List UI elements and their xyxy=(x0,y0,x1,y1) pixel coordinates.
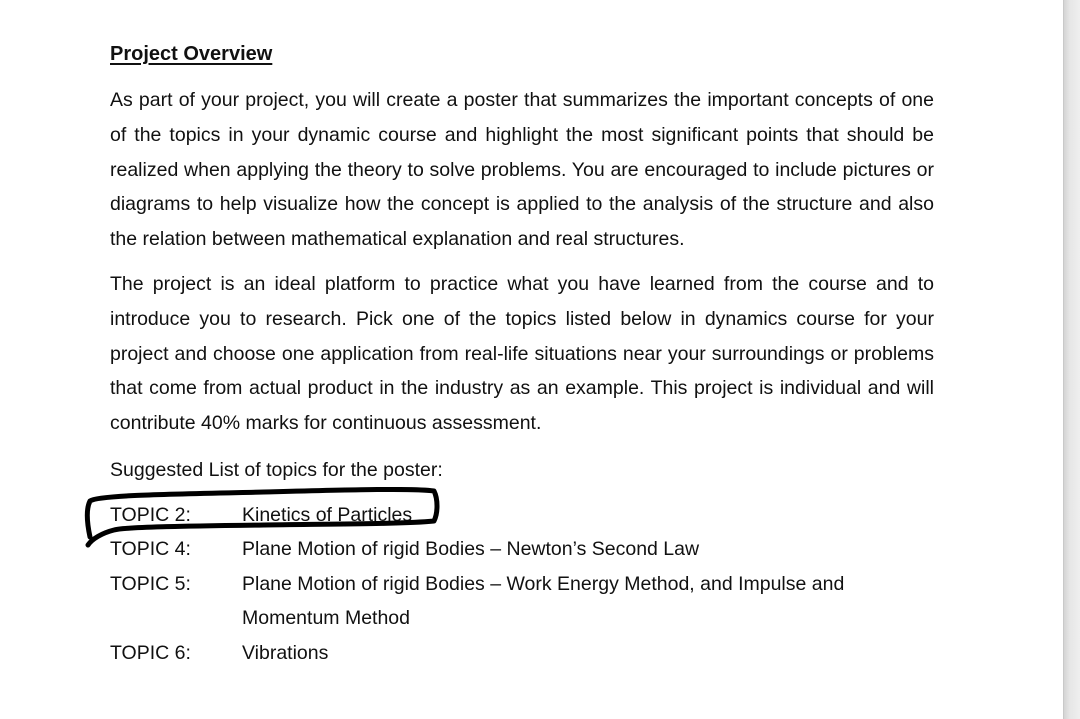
topic-label: TOPIC 4: xyxy=(110,538,191,561)
topic-label: TOPIC 6: xyxy=(110,641,191,664)
paragraph-intro: As part of your project, you will create a poster that summarizes the important concepts of one of the topics in your dynamic course and highlight the most significant points that should be realized when applying the theory to solve problems. You are encouraged to include pictures or diagrams to help visualize how the concept is applied to the analysis of the structure and also the relation between mathematical explanation and real structures. xyxy=(110,89,934,251)
topic-label: TOPIC 5: xyxy=(110,572,191,595)
topic-title: Kinetics of Particles xyxy=(242,503,413,526)
page-edge-shadow xyxy=(1064,0,1080,719)
paragraph-instructions: The project is an ideal platform to practice what you have learned from the course and to introduce you to research. Pick one of the topics listed below in dynamics course for your project and choose one application from real-life situations near your surroundings or problems that come from actual product in the industry as an example. This project is individual and will contribute 40% marks for continuous assessment. xyxy=(110,272,934,435)
topic-row xyxy=(110,636,934,671)
topic-title: Plane Motion of rigid Bodies – Newton’s Second Law xyxy=(242,538,700,561)
document-title: Project Overview xyxy=(110,43,273,65)
topic-title: Vibrations xyxy=(242,641,329,664)
document-page xyxy=(110,38,934,670)
topic-list xyxy=(110,498,934,671)
suggested-topics-heading: Suggested List of topics for the poster: xyxy=(110,458,443,481)
topic-row xyxy=(110,532,934,567)
topic-title: Plane Motion of rigid Bodies – Work Energy Method, and Impulse and Momentum Method xyxy=(242,572,845,630)
topic-label: TOPIC 2: xyxy=(110,503,191,526)
topic-row xyxy=(110,498,934,533)
topic-row xyxy=(110,567,934,636)
